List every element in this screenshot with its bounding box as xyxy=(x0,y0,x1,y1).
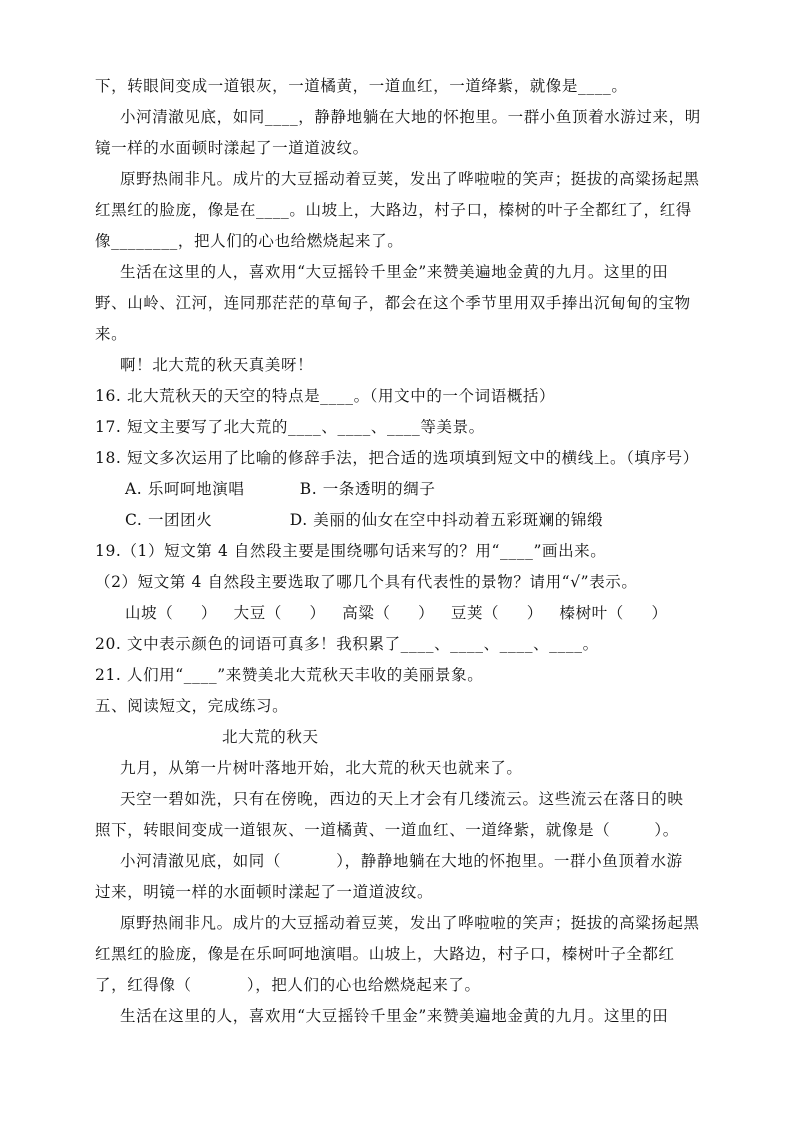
question-20: 20. 文中表示颜色的词语可真多！我积累了____、____、____、____。 xyxy=(95,635,599,653)
passage-title: 北大荒的秋天 xyxy=(222,728,319,746)
text-line: 九月，从第一片树叶落地开始，北大荒的秋天也就来了。 xyxy=(120,759,523,777)
text-line: 天空一碧如洗，只有在傍晚，西边的天上才会有几缕流云。这些流云在落日的映 xyxy=(120,790,684,808)
question-17: 17. 短文主要写了北大荒的____、____、____等美景。 xyxy=(95,418,485,436)
text-line: 原野热闹非凡。成片的大豆摇动着豆荚，发出了哗啦啦的笑声；挺拔的高粱扬起黑 xyxy=(120,914,700,932)
text-line: 下，转眼间变成一道银灰，一道橘黄，一道血红，一道绛紫，就像是____。 xyxy=(95,77,628,95)
question-19-1: 19.（1）短文第 4 自然段主要是围绕哪句话来写的？用“____”画出来。 xyxy=(95,542,607,560)
text-line: 镜一样的水面顿时漾起了一道道波纹。 xyxy=(95,139,369,157)
options-cd: C. 一团团火 D. 美丽的仙女在空中抖动着五彩斑斓的锦缎 xyxy=(125,511,604,529)
text-line: 照下，转眼间变成一道银灰、一道橘黄、一道血红、一道绛紫，就像是（ ）。 xyxy=(95,821,679,839)
question-21: 21. 人们用“____”来赞美北大荒秋天丰收的美丽景象。 xyxy=(95,666,484,684)
text-line: 过来，明镜一样的水面顿时漾起了一道道波纹。 xyxy=(95,883,434,901)
text-line: 小河清澈见底，如同____，静静地躺在大地的怀抱里。一群小鱼顶着水游过来，明 xyxy=(120,108,701,126)
text-line: 原野热闹非凡。成片的大豆摇动着豆荚，发出了哗啦啦的笑声；挺拔的高粱扬起黑 xyxy=(120,170,700,188)
scenery-checklist: 山坡（ ） 大豆（ ） 高粱（ ） 豆荚（ ） 榛树叶（ ） xyxy=(125,604,668,622)
text-line: 小河清澈见底，如同（ ），静静地躺在大地的怀抱里。一群小鱼顶着水游 xyxy=(120,852,683,870)
text-line: 红黑红的脸庞，像是在____。山坡上，大路边，村子口，榛树的叶子全都红了，红得 xyxy=(95,201,692,219)
text-line: 生活在这里的人，喜欢用“大豆摇铃千里金”来赞美遍地金黄的九月。这里的田 xyxy=(120,1007,669,1025)
text-line: 像________，把人们的心也给燃烧起来了。 xyxy=(95,232,404,250)
text-line: 来。 xyxy=(95,325,128,343)
text-line: 啊！北大荒的秋天真美呀！ xyxy=(120,356,314,374)
text-line: 野、山岭、江河，连同那茫茫的草甸子，都会在这个季节里用双手捧出沉甸甸的宝物 xyxy=(95,294,691,312)
text-line: 红黑红的脸庞，像是在乐呵呵地演唱。山坡上，大路边，村子口，榛树叶子全都红 xyxy=(95,945,675,963)
question-19-2: （2）短文第 4 自然段主要选取了哪几个具有代表性的景物？请用“√”表示。 xyxy=(95,573,638,591)
question-18: 18. 短文多次运用了比喻的修辞手法，把合适的选项填到短文中的横线上。（填序号） xyxy=(95,449,699,467)
question-16: 16. 北大荒秋天的天空的特点是____。（用文中的一个词语概括） xyxy=(95,387,556,405)
section-heading: 五、阅读短文，完成练习。 xyxy=(95,697,289,715)
text-line: 生活在这里的人，喜欢用“大豆摇铃千里金”来赞美遍地金黄的九月。这里的田 xyxy=(120,263,669,281)
options-ab: A. 乐呵呵地演唱 B. 一条透明的绸子 xyxy=(125,480,436,498)
text-line: 了，红得像（ ），把人们的心也给燃烧起来了。 xyxy=(95,976,481,994)
